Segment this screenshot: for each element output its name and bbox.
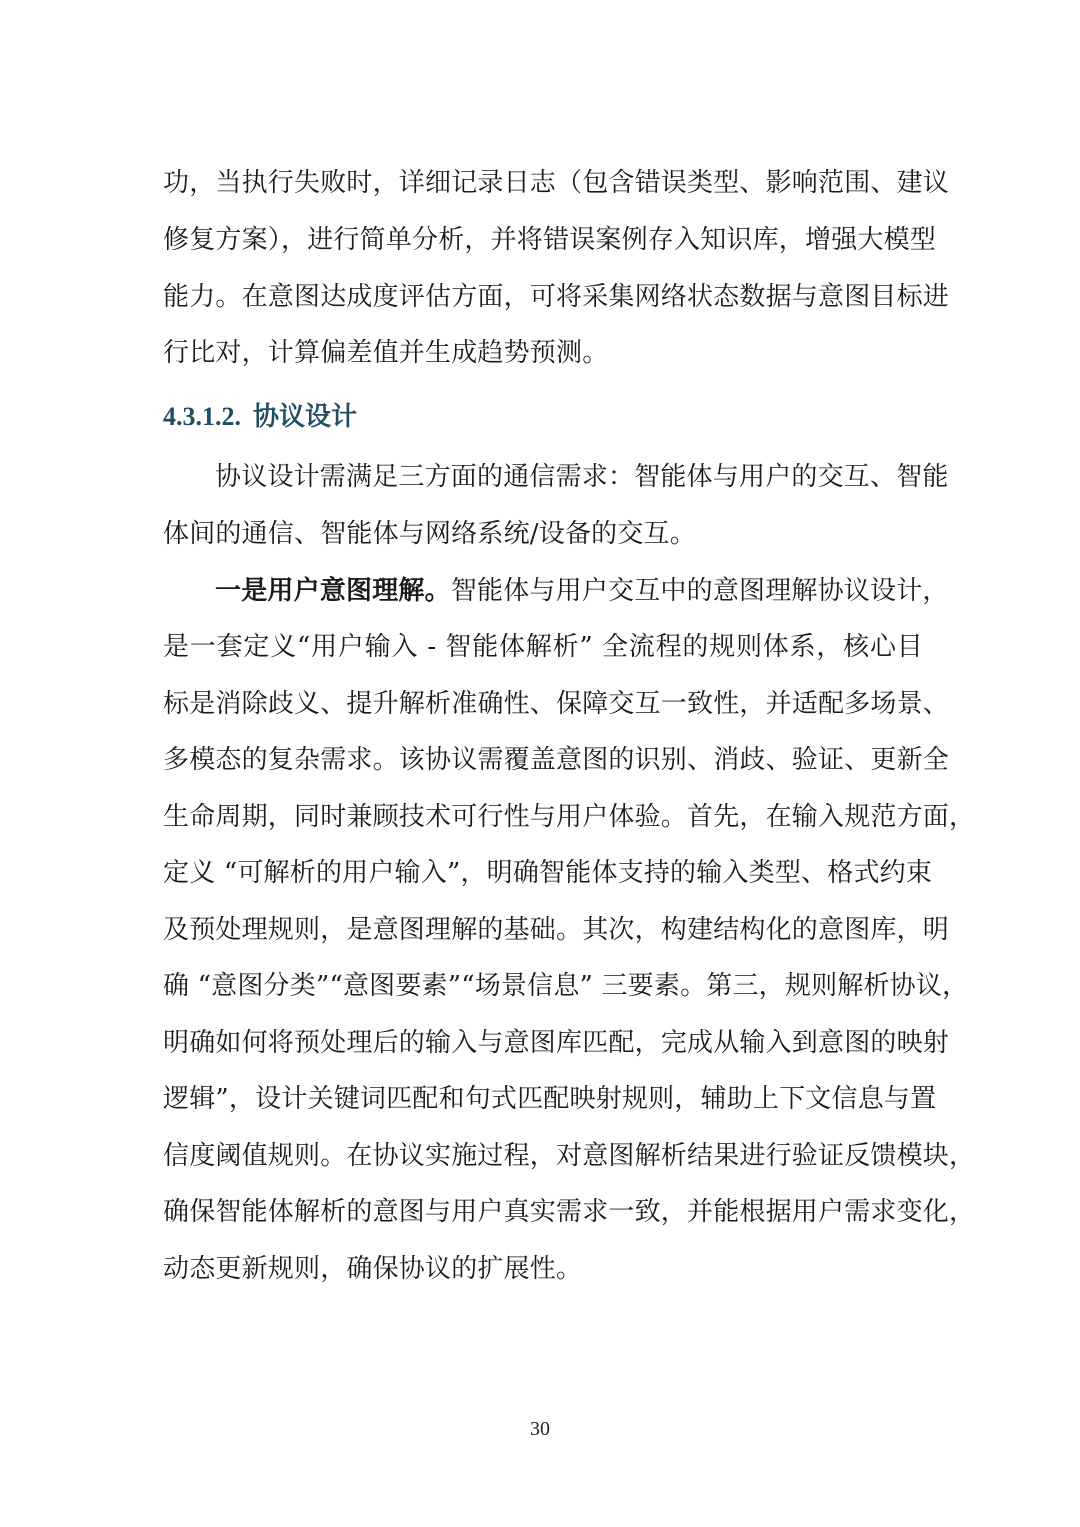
section-number: 4.3.1.2. bbox=[163, 402, 241, 431]
text-line: 体间的通信、智能体与网络系统/设备的交互。 bbox=[163, 519, 696, 549]
text-line: 确保智能体解析的意图与用户真实需求一致，并能根据用户需求变化， bbox=[163, 1197, 976, 1227]
text-line: 定义 “可解析的用户输入”，明确智能体支持的输入类型、格式约束 bbox=[163, 858, 933, 888]
lead-bold-text: 一是用户意图理解。 bbox=[215, 576, 451, 606]
text-line: 多模态的复杂需求。该协议需覆盖意图的识别、消歧、验证、更新全 bbox=[163, 745, 950, 775]
section-heading bbox=[163, 397, 357, 437]
text-line: 动态更新规则，确保协议的扩展性。 bbox=[163, 1254, 583, 1284]
text-line: 信度阈值规则。在协议实施过程，对意图解析结果进行验证反馈模块， bbox=[163, 1141, 976, 1171]
page-number: 30 bbox=[530, 1418, 550, 1440]
text-line: 功，当执行失败时，详细记录日志（包含错误类型、影响范围、建议 bbox=[163, 168, 950, 198]
text-line: 能力。在意图达成度评估方面，可将采集网络状态数据与意图目标进 bbox=[163, 282, 950, 312]
text-line: 协议设计需满足三方面的通信需求：智能体与用户的交互、智能 bbox=[215, 462, 949, 492]
text-line: 逻辑”，设计关键词匹配和句式匹配映射规则，辅助上下文信息与置 bbox=[163, 1084, 937, 1114]
text-line: 行比对，计算偏差值并生成趋势预测。 bbox=[163, 338, 609, 368]
section-title: 协议设计 bbox=[253, 402, 358, 432]
lead-rest-text: 智能体与用户交互中的意图理解协议设计， bbox=[450, 576, 949, 606]
text-line: 确 “意图分类”“意图要素”“场景信息” 三要素。第三，规则解析协议， bbox=[163, 971, 969, 1001]
text-line-lead bbox=[215, 571, 949, 611]
text-line: 及预处理规则，是意图理解的基础。其次，构建结构化的意图库，明 bbox=[163, 915, 950, 945]
text-line: 生命周期，同时兼顾技术可行性与用户体验。首先，在输入规范方面， bbox=[163, 802, 976, 832]
text-line: 是一套定义“用户输入 - 智能体解析” 全流程的规则体系，核心目 bbox=[163, 632, 923, 662]
text-line: 明确如何将预处理后的输入与意图库匹配，完成从输入到意图的映射 bbox=[163, 1028, 950, 1058]
text-line: 标是消除歧义、提升解析准确性、保障交互一致性，并适配多场景、 bbox=[163, 689, 950, 719]
text-line: 修复方案），进行简单分析，并将错误案例存入知识库，增强大模型 bbox=[163, 225, 937, 255]
